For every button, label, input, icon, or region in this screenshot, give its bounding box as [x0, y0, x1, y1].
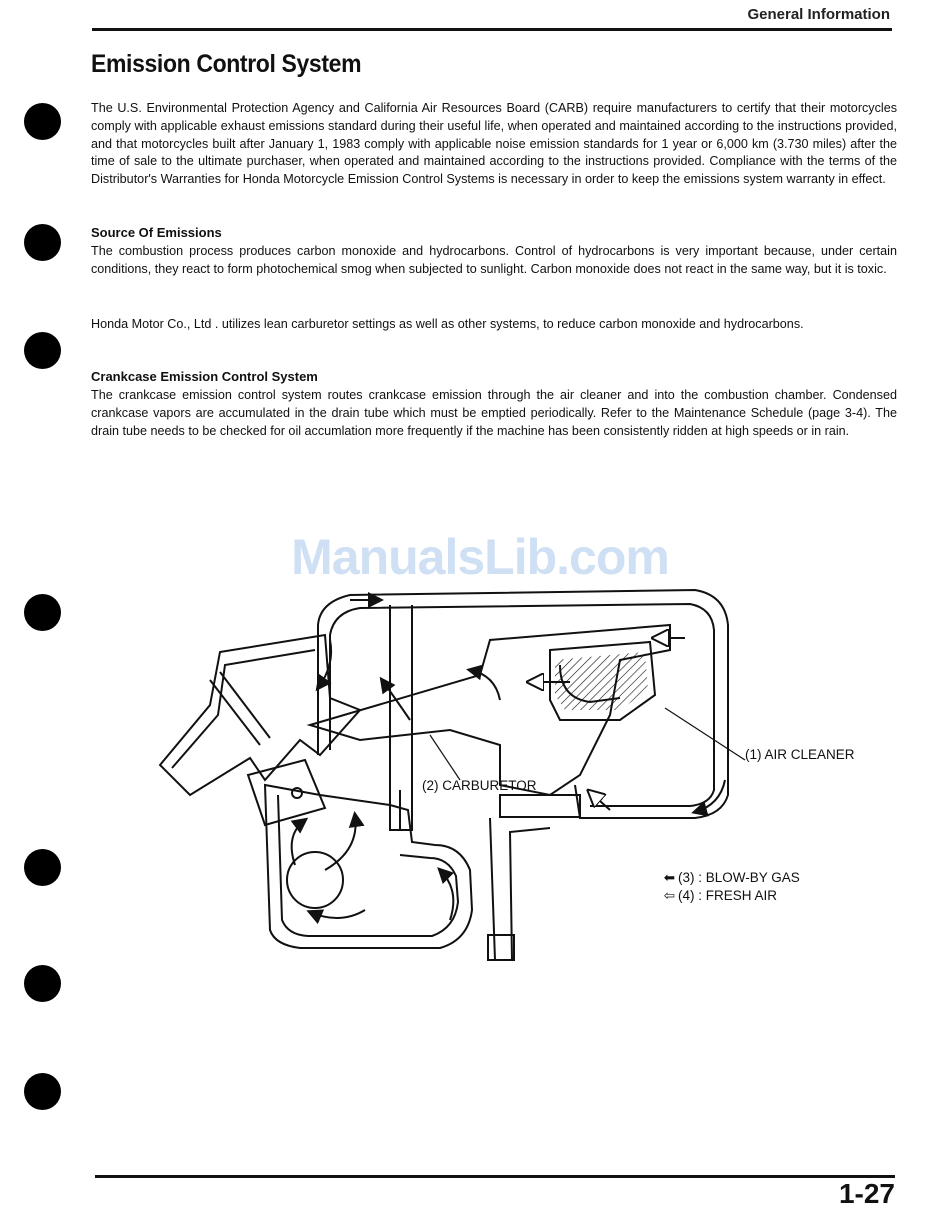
footer-rule [95, 1175, 895, 1178]
binder-hole [24, 224, 61, 261]
legend-label: (4) : FRESH AIR [678, 888, 778, 903]
source-paragraph: The combustion process produces carbon monoxide and hydrocarbons. Control of hydrocarbons is very important because, under certain conditions, they react to form photochemical smog when subjected to sunlight. Carbon monoxide does not react in the same way, but it is toxic. [91, 244, 897, 276]
binder-hole [24, 103, 61, 140]
header-rule [92, 28, 892, 31]
carburetor-outline [310, 605, 670, 830]
blow-by-gas-arrow-icon: ⬅ [663, 870, 675, 885]
honda-paragraph: Honda Motor Co., Ltd . utilizes lean carburetor settings as well as other systems, to reduce carbon monoxide and hydrocarbons. [91, 317, 804, 331]
crankcase-heading: Crankcase Emission Control System [91, 369, 318, 384]
legend-fresh-air [655, 888, 777, 904]
fresh-air-arrow-icon: ⇦ [663, 888, 675, 903]
binder-hole [24, 1073, 61, 1110]
legend-blow-by-gas [655, 870, 800, 886]
crankcase-emission-diagram [150, 580, 750, 970]
intro-paragraph: The U.S. Environmental Protection Agency and California Air Resources Board (CARB) require manufacturers to certify that their motorcycles comply with applicable exhaust emissions standard during their useful life, when operated and maintained according to the instructions provided, and that motorcycles built after January 1, 1983 comply with applicable noise emission standards for 1 year or 6,000 km (3.730 miles) after the time of sale to the ultimate purchaser, when operated and maintained according to the instructions provided. Compliance with the terms of the Distributor's Warranties for Honda Motorcycle Emission Control Systems is necessary in order to keep the emissions system warranty in effect. [91, 101, 897, 187]
label-air-cleaner: (1) AIR CLEANER [745, 747, 855, 762]
section-header: General Information [747, 6, 890, 23]
page-title: Emission Control System [91, 50, 362, 78]
watermark: ManualsLib.com [291, 529, 669, 585]
label-carburetor: (2) CARBURETOR [422, 778, 537, 793]
binder-hole [24, 849, 61, 886]
legend-label: (3) : BLOW-BY GAS [678, 870, 800, 885]
page-number: 1-27 [838, 1178, 895, 1209]
leader-lines [430, 708, 745, 780]
binder-hole [24, 594, 61, 631]
source-heading: Source Of Emissions [91, 225, 222, 240]
binder-hole [24, 332, 61, 369]
binder-hole [24, 965, 61, 1002]
crankcase-paragraph: The crankcase emission control system routes crankcase emission through the air cleaner and into the combustion chamber. Condensed crankcase vapors are accumulated in the drain tube which must be emptied periodically. Refer to the Maintenance Schedule (page 3-4). The drain tube needs to be checked for oil accumlation more frequently if the machine has been consistently ridden at high speeds or in rain. [91, 388, 897, 438]
drain-tube [488, 818, 550, 960]
